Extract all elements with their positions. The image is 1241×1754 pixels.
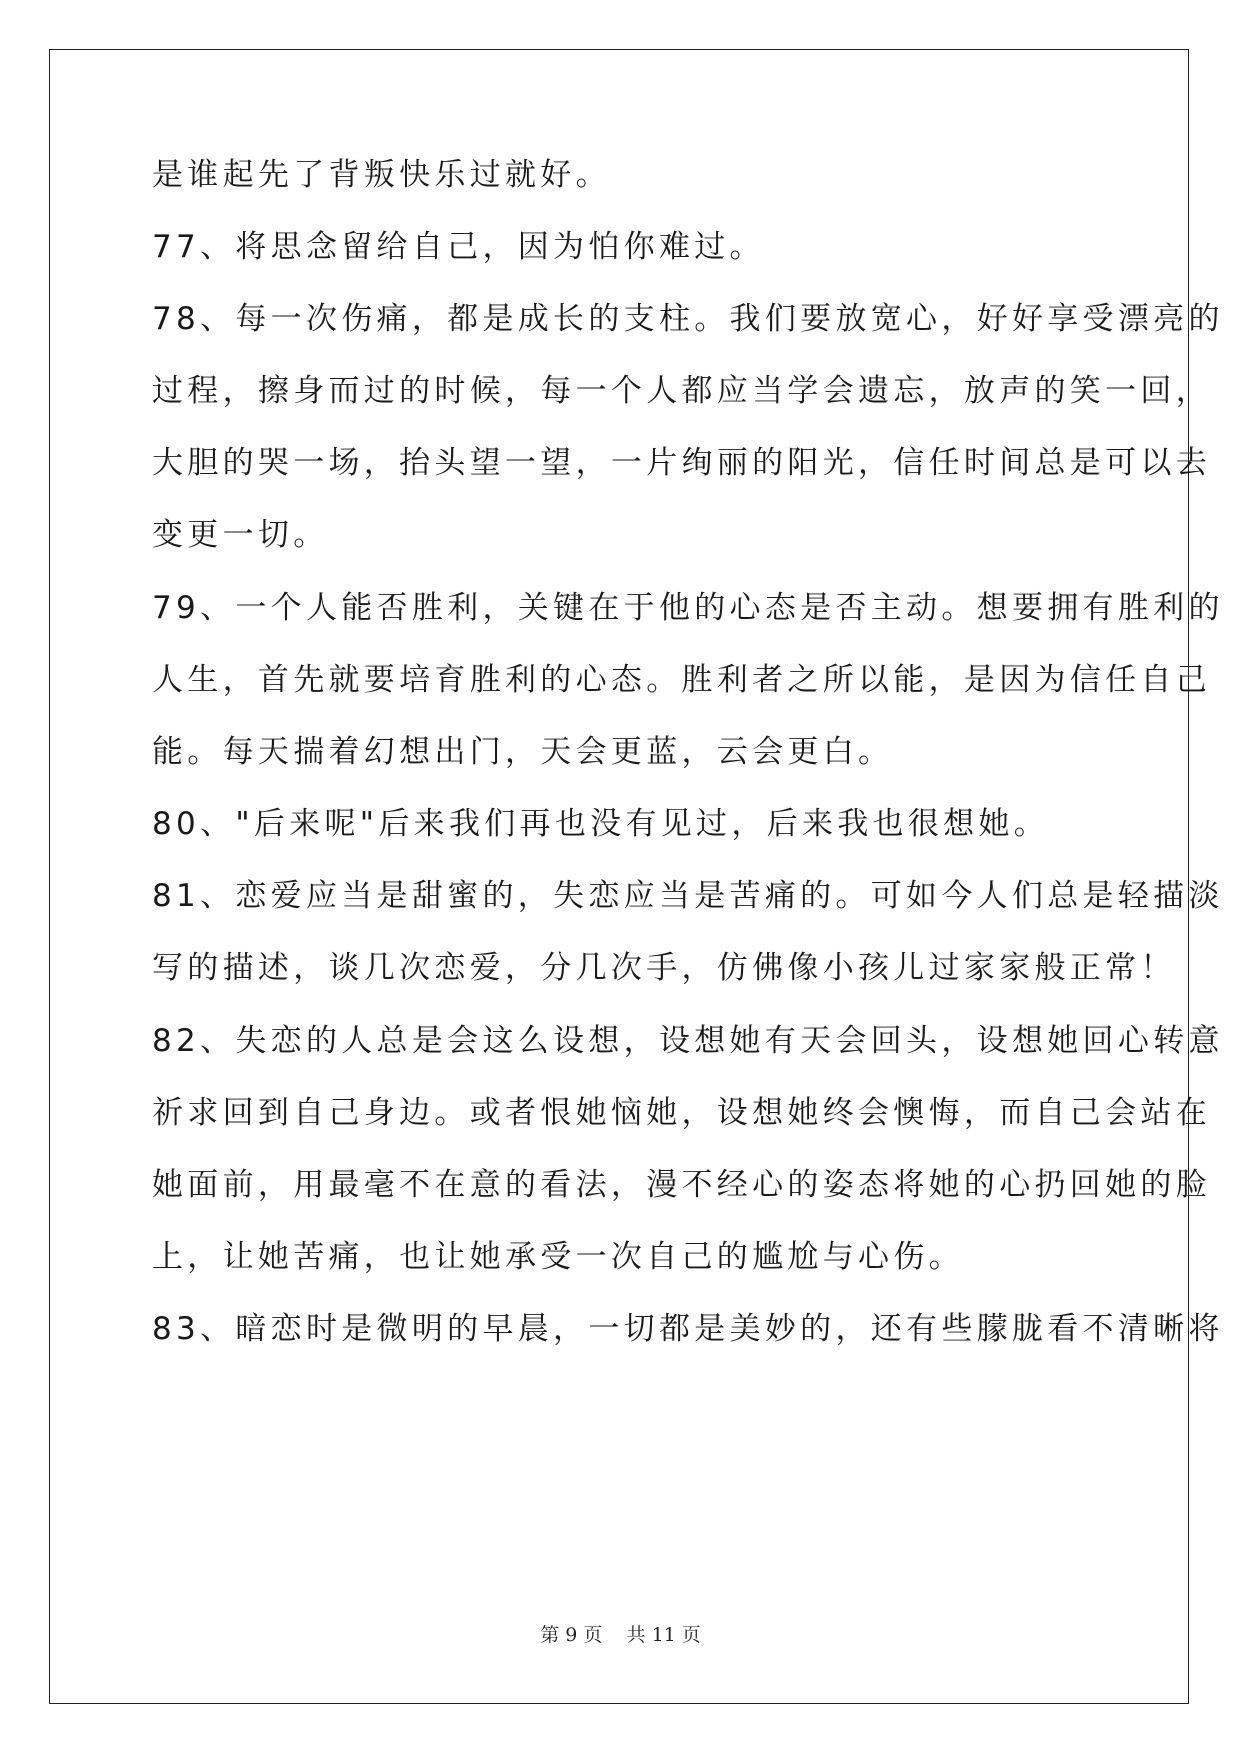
text-line: 祈求回到自己身边。或者恨她恼她，设想她终会懊悔，而自己会站在 [152, 1095, 1211, 1131]
text-line: 能。每天揣着幻想出门，天会更蓝，云会更白。 [152, 734, 894, 770]
text-line: 大胆的哭一场，抬头望一望，一片绚丽的阳光，信任时间总是可以去 [152, 445, 1211, 481]
text-line: 写的描述，谈几次恋爱，分几次手，仿佛像小孩儿过家家般正常！ [152, 950, 1176, 986]
text-line: 78、每一次伤痛，都是成长的支柱。我们要放宽心，好好享受漂亮的 [152, 301, 1224, 337]
text-line: 79、一个人能否胜利，关键在于他的心态是否主动。想要拥有胜利的 [152, 590, 1224, 626]
text-line: 过程，擦身而过的时候，每一个人都应当学会遗忘，放声的笑一回， [152, 373, 1211, 409]
text-line: 77、将思念留给自己，因为怕你难过。 [152, 229, 765, 265]
page-footer: 第 9 页 共 11 页 [540, 1624, 701, 1646]
text-line: 81、恋爱应当是甜蜜的，失恋应当是苦痛的。可如今人们总是轻描淡 [152, 878, 1224, 914]
text-line: 变更一切。 [152, 517, 329, 553]
text-line: 83、暗恋时是微明的早晨，一切都是美妙的，还有些朦胧看不清晰将 [152, 1311, 1224, 1347]
text-line: 她面前，用最毫不在意的看法，漫不经心的姿态将她的心扔回她的脸 [152, 1167, 1211, 1203]
text-line: 人生，首先就要培育胜利的心态。胜利者之所以能，是因为信任自己 [152, 662, 1211, 698]
text-line: 80、"后来呢"后来我们再也没有见过，后来我也很想她。 [152, 806, 1050, 842]
text-line: 是谁起先了背叛快乐过就好。 [152, 157, 611, 193]
text-line: 上，让她苦痛，也让她承受一次自己的尴尬与心伤。 [152, 1239, 964, 1275]
text-line: 82、失恋的人总是会这么设想，设想她有天会回头，设想她回心转意 [152, 1023, 1224, 1059]
